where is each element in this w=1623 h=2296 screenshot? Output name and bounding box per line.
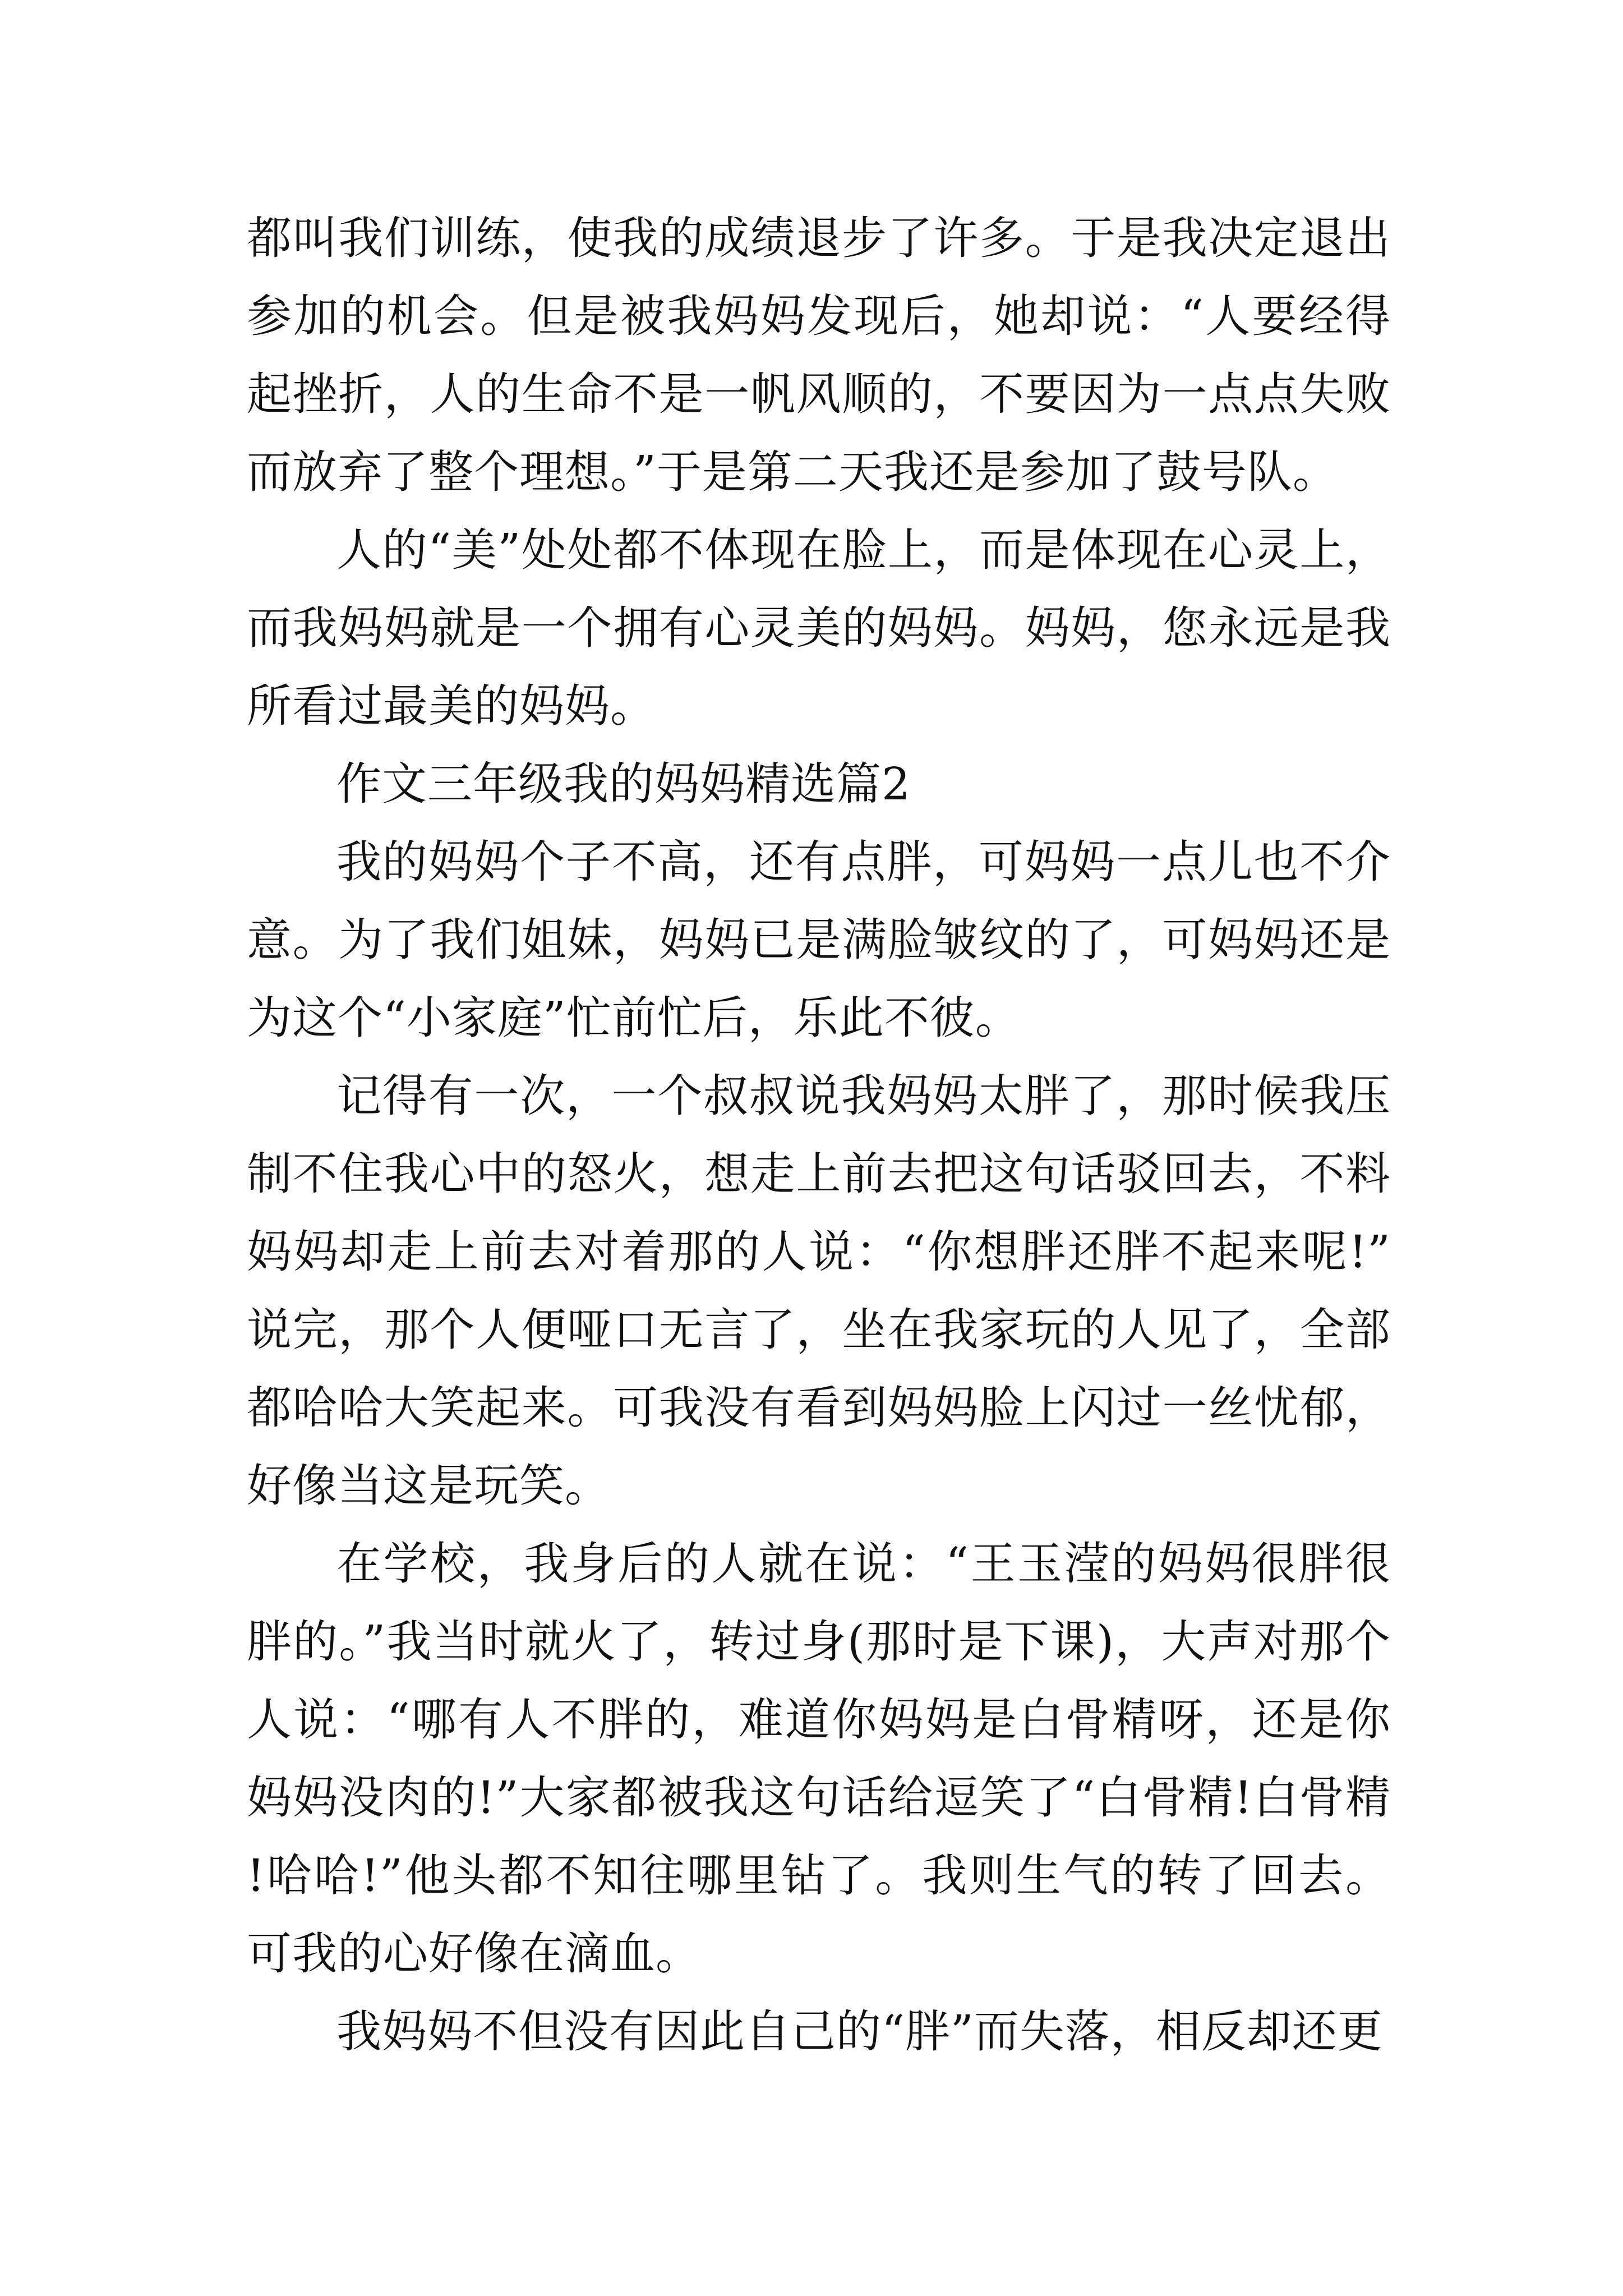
paragraph-continuation: 都叫我们训练，使我的成绩退步了许多。于是我决定退出参加的机会。但是被我妈妈发现后，她却说：“人要经得起挫折，人的生命不是一帆风顺的，不要因为一点点失败而放弃了整个理想。”于是第二天我还是参加了鼓号队。	[247, 212, 1391, 498]
paragraph-closing: 我妈妈不但没有因此自己的“胖”而失落，相反却还更	[336, 2005, 1383, 2058]
paragraph-school-story: 在学校，我身后的人就在说：“王玉滢的妈妈很胖很胖的。”我当时就火了，转过身(那时是下课)，大声对那个人说：“哪有人不胖的，难道你妈妈是白骨精呀，还是你妈妈没肉的!”大家都被我这句话给逗笑了“白骨精!白骨精!哈哈!”他头都不知往哪里钻了。我则生气的转了回去。可我的心好像在滴血。	[247, 1538, 1391, 1980]
paragraph-uncle-story: 记得有一次，一个叔叔说我妈妈太胖了，那时候我压制不住我心中的怒火，想走上前去把这句话驳回去，不料妈妈却走上前去对着那的人说：“你想胖还胖不起来呢!”说完，那个人便哑口无言了，坐在我家玩的人见了，全部都哈哈大笑起来。可我没有看到妈妈脸上闪过一丝忧郁，好像当这是玩笑。	[247, 1070, 1391, 1512]
paragraph-mother-description: 我的妈妈个子不高，还有点胖，可妈妈一点儿也不介意。为了我们姐妹，妈妈已是满脸皱纹的了，可妈妈还是为这个“小家庭”忙前忙后，乐此不彼。	[247, 836, 1391, 1044]
paragraph-beauty: 人的“美”处处都不体现在脸上，而是体现在心灵上，而我妈妈就是一个拥有心灵美的妈妈。妈妈，您永远是我所看过最美的妈妈。	[247, 524, 1391, 732]
section-heading: 作文三年级我的妈妈精选篇2	[336, 758, 911, 810]
document-body	[247, 199, 1391, 2070]
